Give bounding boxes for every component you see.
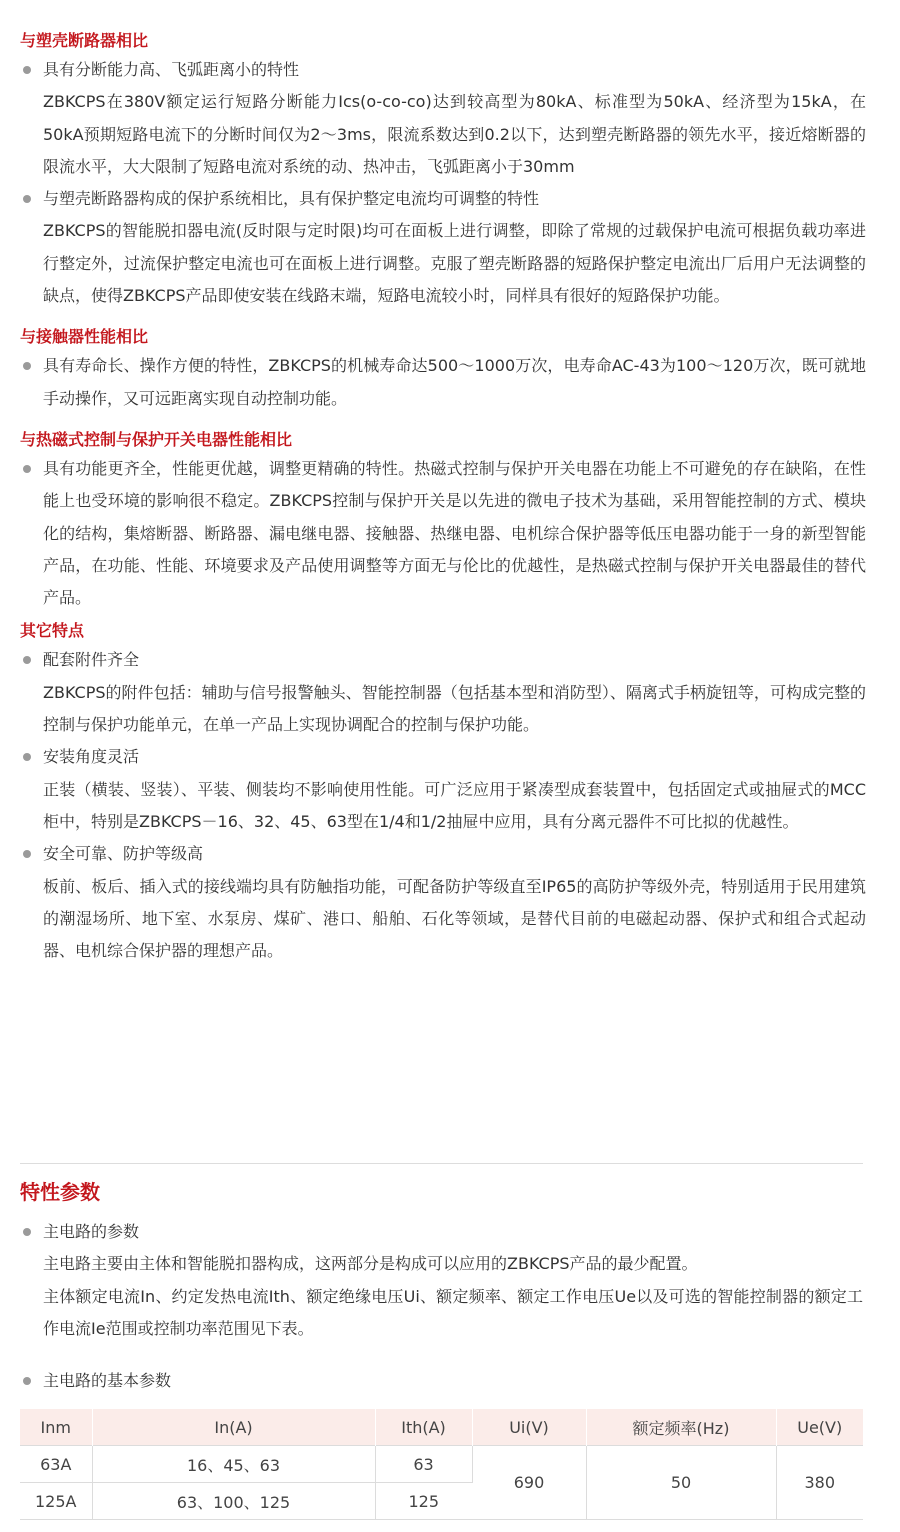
feature-bullet [20, 838, 866, 870]
table-cell: 125 [375, 1483, 472, 1520]
header-cell: Ith(A) [375, 1409, 472, 1446]
header-cell: 额定频率(Hz) [586, 1409, 776, 1446]
table-cell: 16、45、63 [92, 1446, 375, 1483]
section-title: 与塑壳断路器相比 [20, 31, 149, 50]
section-title: 与热磁式控制与保护开关电器性能相比 [20, 429, 293, 449]
params-title: 特性参数 [20, 1180, 100, 1204]
table-cell: 63、100、125 [92, 1483, 375, 1520]
main-circuit-bullet [20, 1216, 863, 1248]
feature-bullet [20, 644, 866, 676]
header-cell: Ui(V) [472, 1409, 586, 1446]
bullet-dot-icon [23, 362, 31, 370]
header-cell: Inm [20, 1409, 92, 1446]
bullet-label: 安装角度灵活 [43, 747, 140, 767]
bullet-label: 主电路的基本参数 [43, 1371, 172, 1391]
bullet-label: 与塑壳断路器构成的保护系统相比，具有保护整定电流均可调整的特性 [43, 189, 540, 209]
table-cell: 690 [472, 1446, 586, 1520]
feature-description: 正装（横装、竖装）、平装、侧装均不影响使用性能。可广泛应用于紧凑型成套装置中，包括固定式或抽屉式的MCC柜中，特别是ZBKCPS－16、32、45、63型在1/4和1/2抽屉中应用，具有分离元器件不可比拟的优越性。 [43, 779, 866, 831]
header-cell: Ue(V) [776, 1409, 863, 1446]
table-cell: 63A [20, 1446, 92, 1483]
section-contactor-comparison [20, 324, 866, 415]
table-cell: 125A [20, 1483, 92, 1520]
table-row [20, 1446, 863, 1483]
feature-description: ZBKCPS的智能脱扣器电流(反时限与定时限)均可在面板上进行调整，即除了常规的过载保护电流可根据负载功率进行整定外，过流保护整定电流也可在面板上进行调整。克服了塑壳断路器的短路保护整定电流出厂后用户无法调整的缺点，使得ZBKCPS产品即使安装在线路末端，短路电流较小时，同样具有很好的短路保护功能。 [43, 221, 866, 306]
bullet-dot-icon [23, 195, 31, 203]
basic-params-bullet [20, 1365, 863, 1397]
section-molded-case-comparison [20, 28, 866, 312]
table-header-row [20, 1409, 863, 1446]
bullet-dot-icon [23, 465, 31, 473]
feature-description: ZBKCPS在380V额定运行短路分断能力Ics(o-co-co)达到较高型为80kA、标准型为50kA、经济型为15kA，在50kA预期短路电流下的分断时间仅为2～3ms，限流系数达到0.2以下，达到塑壳断路器的领先水平，接近熔断器的限流水平，大大限制了短路电流对系统的动、热冲击，飞弧距离小于30mm [43, 92, 866, 176]
table-cell: 380 [776, 1446, 863, 1520]
bullet-label: 主电路的参数 [43, 1222, 140, 1241]
feature-bullet [20, 54, 866, 86]
bullet-label: 具有分断能力高、飞弧距离小的特性 [43, 60, 300, 79]
bullet-dot-icon [23, 1228, 31, 1236]
section-thermomagnetic-comparison [20, 427, 866, 614]
bullet-dot-icon [23, 1377, 31, 1385]
bullet-label: 安全可靠、防护等级高 [43, 844, 204, 864]
feature-bullet [20, 741, 866, 773]
bullet-dot-icon [23, 753, 31, 761]
section-divider [20, 1163, 863, 1164]
feature-description: 板前、板后、插入式的接线端均具有防触指功能，可配备防护等级直至IP65的高防护等级外壳，特别适用于民用建筑的潮湿场所、地下室、水泵房、煤矿、港口、船舶、石化等领域，是替代目前的电磁起动器、保护式和组合式起动器、电机综合保护器的理想产品。 [43, 876, 866, 961]
bullet-dot-icon [23, 850, 31, 858]
params-section [20, 1163, 863, 1520]
section-title: 与接触器性能相比 [20, 327, 149, 347]
section-title: 其它特点 [20, 621, 85, 641]
content [20, 28, 866, 979]
main-circuit-line: 主体额定电流In、约定发热电流Ith、额定绝缘电压Ui、额定频率、额定工作电压Ue以及可选的智能控制器的额定工作电流Ie范围或控制功率范围见下表。 [43, 1286, 863, 1338]
section-other-features [20, 618, 866, 967]
feature-description: ZBKCPS的附件包括：辅助与信号报警触头、智能控制器（包括基本型和消防型）、隔离式手柄旋钮等，可构成完整的控制与保护功能单元，在单一产品上实现协调配合的控制与保护功能。 [43, 682, 866, 735]
bullet-dot-icon [23, 656, 31, 664]
bullet-label: 配套附件齐全 [43, 650, 140, 670]
feature-bullet [20, 183, 866, 215]
bullet-dot-icon [23, 66, 31, 74]
header-cell: In(A) [92, 1409, 375, 1446]
table-cell: 63 [375, 1446, 472, 1483]
feature-bullet [20, 453, 866, 614]
bullet-label: 具有寿命长、操作方便的特性，ZBKCPS的机械寿命达500～1000万次，电寿命AC-43为100～120万次，既可就地手动操作，又可远距离实现自动控制功能。 [43, 356, 866, 408]
table-cell: 50 [586, 1446, 776, 1520]
bullet-label: 具有功能更齐全，性能更优越，调整更精确的特性。热磁式控制与保护开关电器在功能上不可避免的存在缺陷，在性能上也受环境的影响很不稳定。ZBKCPS控制与保护开关是以先进的微电子技术为基础，采用智能控制的方式、模块化的结构，集熔断器、断路器、漏电继电器、接触器、热继电器、电机综合保护器等低压电器功能于一身的新型智能产品，在功能、性能、环境要求及产品使用调整等方面无与伦比的优越性，是热磁式控制与保护开关电器最佳的替代产品。 [43, 458, 866, 608]
feature-bullet [20, 350, 866, 415]
params-table [20, 1409, 863, 1520]
main-circuit-line: 主电路主要由主体和智能脱扣器构成，这两部分是构成可以应用的ZBKCPS产品的最少配置。 [43, 1254, 698, 1274]
